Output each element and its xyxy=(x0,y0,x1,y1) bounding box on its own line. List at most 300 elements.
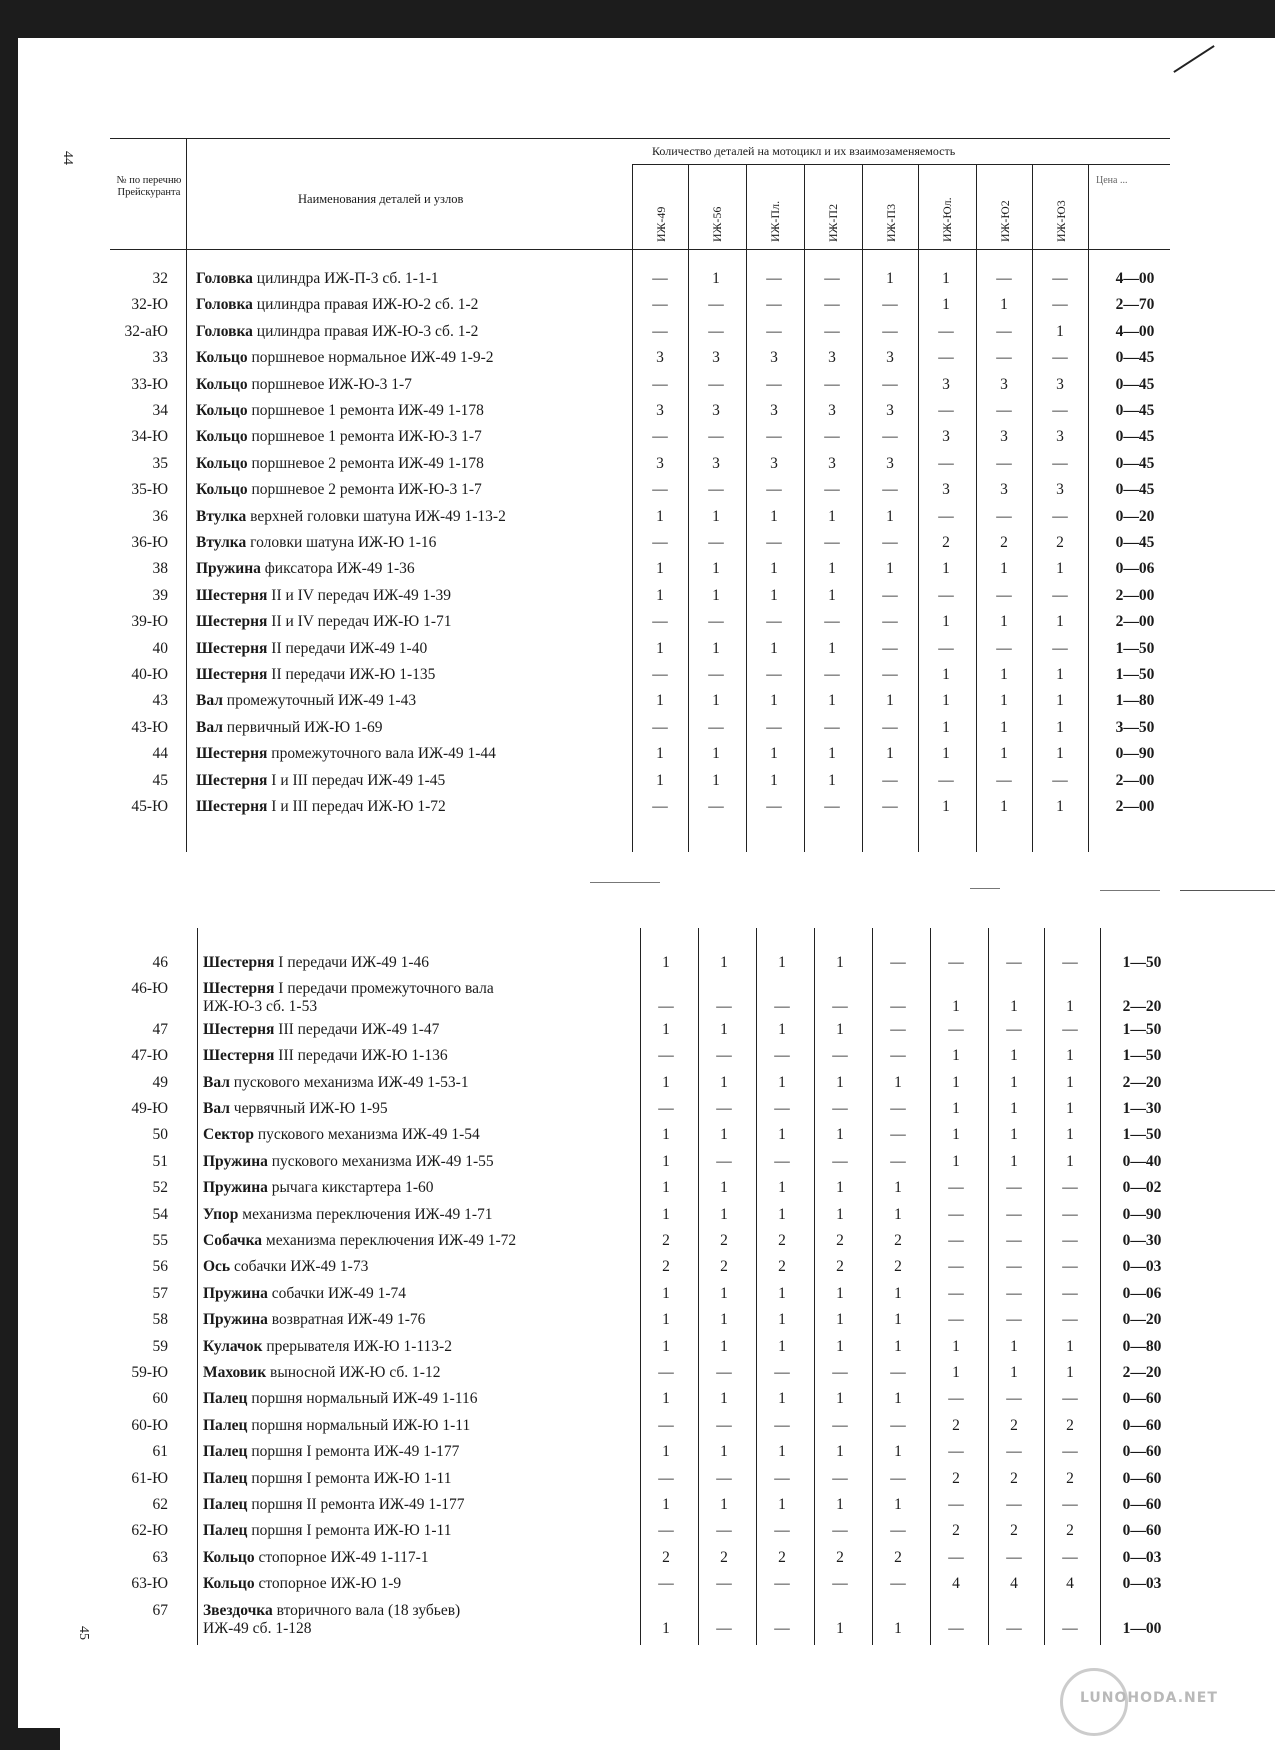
qty-cell-model-2: 1 xyxy=(720,1496,728,1513)
part-name-spec: вторичного вала (18 зубьев) xyxy=(276,1601,461,1619)
qty-cell-model-5: — xyxy=(882,771,898,789)
qty-cell-model-5: — xyxy=(882,798,898,815)
qty-cell-model-6: — xyxy=(948,1443,964,1461)
qty-cell-model-6: — xyxy=(948,1258,964,1276)
price-cell: 0—45 xyxy=(1115,349,1155,367)
qty-cell-model-1: 1 xyxy=(662,1152,670,1170)
row-number: 32-Ю xyxy=(131,296,168,314)
header-model-2: ИЖ-56 xyxy=(710,206,724,242)
qty-cell-model-1: 1 xyxy=(662,1179,670,1197)
part-name-keyword: Собачка xyxy=(203,1232,263,1249)
qty-cell-model-7: — xyxy=(1006,1284,1022,1302)
qty-cell-model-5: 1 xyxy=(894,1311,902,1329)
qty-cell-model-6: 1 xyxy=(942,296,950,314)
part-name-spec: поршня I ремонта ИЖ-Ю 1-11 xyxy=(251,1522,452,1540)
qty-cell-model-3: 1 xyxy=(770,639,778,657)
qty-cell-model-8: 1 xyxy=(1066,1364,1074,1381)
qty-cell-model-5: — xyxy=(890,1469,906,1487)
qty-cell-model-5: — xyxy=(890,1020,906,1038)
part-name-spec: II и IV передач ИЖ-Ю 1-71 xyxy=(271,613,452,631)
qty-cell-model-6: — xyxy=(948,1619,964,1637)
part-name-keyword: Втулка xyxy=(196,507,247,525)
qty-cell-model-6: — xyxy=(948,1179,964,1197)
qty-cell-model-4: — xyxy=(824,296,840,314)
qty-cell-model-4: — xyxy=(832,1100,848,1117)
qty-cell-model-2: — xyxy=(708,613,724,631)
qty-cell-model-2: 1 xyxy=(720,1284,728,1302)
part-name xyxy=(203,1179,434,1197)
qty-cell-model-5: — xyxy=(890,998,906,1016)
table-row xyxy=(0,323,1275,349)
header-col-divider xyxy=(688,164,689,250)
qty-cell-model-1: — xyxy=(658,1522,674,1540)
price-cell: 1—50 xyxy=(1122,954,1162,971)
table-row xyxy=(0,1100,1275,1126)
row-number: 52 xyxy=(152,1179,168,1197)
qty-cell-model-6: 1 xyxy=(952,998,960,1016)
qty-cell-model-8: 1 xyxy=(1066,1152,1074,1170)
part-name-keyword: Кольцо xyxy=(196,375,248,393)
qty-cell-model-5: — xyxy=(882,428,898,446)
qty-cell-model-5: 1 xyxy=(886,560,894,578)
qty-cell-model-7: — xyxy=(1006,1496,1022,1513)
qty-cell-model-3: 2 xyxy=(778,1232,786,1249)
row-number: 61-Ю xyxy=(131,1469,168,1487)
header-col-divider xyxy=(632,164,633,250)
part-name-keyword: Шестерня xyxy=(203,1020,275,1038)
qty-cell-model-6: — xyxy=(938,586,954,604)
qty-cell-model-1: — xyxy=(652,481,668,499)
part-name-spec: цилиндра правая ИЖ-Ю-2 сб. 1-2 xyxy=(256,296,479,314)
qty-cell-model-5: — xyxy=(890,1126,906,1144)
qty-cell-model-7: 1 xyxy=(1000,296,1008,314)
table-row xyxy=(0,772,1275,798)
qty-cell-model-3: 1 xyxy=(778,1311,786,1329)
qty-cell-model-1: — xyxy=(652,534,668,551)
part-name xyxy=(196,560,415,578)
table-row xyxy=(0,1443,1275,1469)
qty-cell-model-2: 1 xyxy=(720,1443,728,1461)
qty-cell-model-5: — xyxy=(890,954,906,971)
qty-cell-model-5: 1 xyxy=(894,1390,902,1408)
qty-cell-model-6: — xyxy=(948,1496,964,1513)
part-name xyxy=(203,1126,480,1144)
qty-cell-model-5: — xyxy=(882,613,898,631)
part-name-keyword: Сектор xyxy=(203,1126,254,1144)
qty-cell-model-5: — xyxy=(890,1047,906,1065)
header-model-1: ИЖ-49 xyxy=(654,206,668,242)
qty-cell-model-4: 1 xyxy=(828,639,836,657)
part-name xyxy=(203,1575,401,1593)
row-number: 45-Ю xyxy=(131,798,168,815)
qty-cell-model-4: 1 xyxy=(836,954,844,971)
qty-cell-model-8: — xyxy=(1062,1284,1078,1302)
qty-cell-model-2: — xyxy=(708,718,724,736)
header-model-3: ИЖ-Пл. xyxy=(768,200,782,242)
row-number: 35 xyxy=(152,454,168,472)
qty-cell-model-5: 1 xyxy=(894,1179,902,1197)
part-name-keyword: Кольцо xyxy=(196,481,248,499)
qty-cell-model-7: — xyxy=(1006,1205,1022,1223)
qty-cell-model-5: — xyxy=(882,718,898,736)
qty-cell-model-8: — xyxy=(1062,1179,1078,1197)
qty-cell-model-5: 1 xyxy=(894,1496,902,1513)
table-row xyxy=(0,1126,1275,1152)
price-cell: 2—00 xyxy=(1115,586,1155,604)
part-name-keyword: Кольцо xyxy=(203,1548,255,1566)
table-row xyxy=(0,1047,1275,1073)
qty-cell-model-8: 2 xyxy=(1066,1469,1074,1487)
qty-cell-model-6: — xyxy=(948,1284,964,1302)
qty-cell-model-7: — xyxy=(1006,1443,1022,1461)
qty-cell-model-8: 1 xyxy=(1066,1073,1074,1091)
part-name xyxy=(203,1153,494,1171)
qty-cell-model-6: 1 xyxy=(942,745,950,763)
part-name xyxy=(196,692,416,710)
qty-cell-model-7: 3 xyxy=(1000,375,1008,393)
header-col-price: Цена ... xyxy=(1096,175,1128,186)
qty-cell-model-3: 1 xyxy=(770,507,778,525)
qty-cell-model-1: 1 xyxy=(662,1126,670,1144)
qty-cell-model-6: 2 xyxy=(952,1416,960,1434)
table-row xyxy=(0,1338,1275,1364)
part-name-spec: головки шатуна ИЖ-Ю 1-16 xyxy=(250,534,437,551)
table-row xyxy=(0,1285,1275,1311)
qty-cell-model-1: — xyxy=(658,1469,674,1487)
qty-cell-model-4: 1 xyxy=(836,1179,844,1197)
qty-cell-model-1: 1 xyxy=(662,954,670,971)
table-row xyxy=(0,508,1275,534)
header-col-divider xyxy=(804,164,805,250)
qty-cell-model-2: 1 xyxy=(712,771,720,789)
part-name xyxy=(196,349,494,367)
table-row xyxy=(0,534,1275,560)
part-name-spec: поршневое 2 ремонта ИЖ-49 1-178 xyxy=(251,454,484,472)
qty-cell-model-3: — xyxy=(766,428,782,446)
qty-cell-model-8: — xyxy=(1052,586,1068,604)
price-cell: 0—45 xyxy=(1115,481,1155,499)
price-cell: 0—90 xyxy=(1115,745,1155,763)
price-cell: 0—60 xyxy=(1122,1443,1162,1461)
page-number-top: 44 xyxy=(60,151,75,165)
price-cell: 1—50 xyxy=(1115,639,1155,657)
row-number: 39-Ю xyxy=(131,613,168,631)
qty-cell-model-1: 1 xyxy=(662,1443,670,1461)
qty-cell-model-7: 1 xyxy=(1000,613,1008,631)
qty-cell-model-1: 1 xyxy=(656,560,664,578)
qty-cell-model-5: — xyxy=(890,1152,906,1170)
qty-cell-model-7: 3 xyxy=(1000,428,1008,446)
qty-cell-model-8: — xyxy=(1052,454,1068,472)
qty-cell-model-7: 2 xyxy=(1010,1469,1018,1487)
part-name-keyword: Шестерня xyxy=(196,639,268,657)
part-name-keyword: Шестерня xyxy=(196,745,268,763)
qty-cell-model-7: 1 xyxy=(1010,1047,1018,1065)
part-name-keyword: Палец xyxy=(203,1522,248,1540)
price-cell: 2—00 xyxy=(1115,771,1155,789)
qty-cell-model-6: 1 xyxy=(942,666,950,683)
qty-cell-model-1: — xyxy=(658,1364,674,1381)
qty-cell-model-3: 1 xyxy=(778,1443,786,1461)
qty-cell-model-6: 2 xyxy=(952,1522,960,1540)
qty-cell-model-8: 1 xyxy=(1056,745,1064,763)
part-name-keyword: Палец xyxy=(203,1416,248,1434)
qty-cell-model-6: 1 xyxy=(942,613,950,631)
qty-cell-model-4: 1 xyxy=(836,1073,844,1091)
qty-cell-model-4: — xyxy=(832,1522,848,1540)
qty-cell-model-2: — xyxy=(708,322,724,340)
part-name-keyword: Кольцо xyxy=(203,1575,255,1593)
part-name-spec: поршня нормальный ИЖ-Ю 1-11 xyxy=(251,1416,471,1434)
row-number: 33-Ю xyxy=(131,375,168,393)
qty-cell-model-5: — xyxy=(882,322,898,340)
qty-cell-model-1: — xyxy=(652,798,668,815)
qty-cell-model-1: 1 xyxy=(656,586,664,604)
price-cell: 1—50 xyxy=(1115,666,1155,683)
qty-cell-model-8: — xyxy=(1062,1020,1078,1038)
part-name xyxy=(196,613,451,631)
part-name xyxy=(203,1522,451,1540)
qty-cell-model-2: — xyxy=(708,666,724,683)
price-cell: 0—45 xyxy=(1115,428,1155,446)
qty-cell-model-6: — xyxy=(938,349,954,367)
qty-cell-model-4: 1 xyxy=(828,692,836,710)
part-name-spec: I и III передач ИЖ-Ю 1-72 xyxy=(271,798,446,815)
qty-cell-model-2: 2 xyxy=(720,1232,728,1249)
qty-cell-model-4: 3 xyxy=(828,349,836,367)
qty-cell-model-2: 1 xyxy=(712,639,720,657)
qty-cell-model-7: 1 xyxy=(1010,1364,1018,1381)
row-number: 47-Ю xyxy=(131,1047,168,1065)
part-name xyxy=(196,376,412,394)
part-name-spec-line2: ИЖ-49 сб. 1-128 xyxy=(203,1619,312,1637)
qty-cell-model-7: 1 xyxy=(1010,1126,1018,1144)
qty-cell-model-7: — xyxy=(1006,1020,1022,1038)
header-col-divider xyxy=(1032,164,1033,250)
part-name xyxy=(203,1258,368,1276)
table-row xyxy=(0,1575,1275,1601)
row-number: 62 xyxy=(152,1496,168,1513)
part-name xyxy=(196,508,506,526)
table-row xyxy=(0,1549,1275,1575)
qty-cell-model-4: — xyxy=(832,1416,848,1434)
qty-cell-model-6: 1 xyxy=(952,1337,960,1355)
row-number: 50 xyxy=(152,1126,168,1144)
price-cell: 1—00 xyxy=(1122,1619,1162,1637)
price-cell: 2—00 xyxy=(1115,613,1155,631)
qty-cell-model-8: 3 xyxy=(1056,428,1064,446)
price-cell: 0—80 xyxy=(1122,1337,1162,1355)
part-name xyxy=(196,402,484,420)
qty-cell-model-1: — xyxy=(652,666,668,683)
price-cell: 2—70 xyxy=(1115,296,1155,314)
part-name xyxy=(203,1100,388,1118)
qty-cell-model-6: 1 xyxy=(952,1047,960,1065)
qty-cell-model-1: 3 xyxy=(656,402,664,419)
qty-cell-model-1: 1 xyxy=(656,771,664,789)
qty-cell-model-7: 2 xyxy=(1010,1522,1018,1540)
qty-cell-model-3: 1 xyxy=(778,1205,786,1223)
part-name-keyword: Палец xyxy=(203,1390,248,1408)
qty-cell-model-3: — xyxy=(766,481,782,499)
qty-cell-model-5: 1 xyxy=(894,1619,902,1637)
qty-cell-model-1: — xyxy=(658,998,674,1016)
qty-cell-model-1: 2 xyxy=(662,1258,670,1276)
qty-cell-model-2: — xyxy=(716,998,732,1016)
part-name xyxy=(196,745,496,763)
price-cell: 0—60 xyxy=(1122,1469,1162,1487)
qty-cell-model-6: — xyxy=(948,1311,964,1329)
qty-cell-model-7: — xyxy=(996,639,1012,657)
qty-cell-model-8: 3 xyxy=(1056,375,1064,393)
qty-cell-model-4: 1 xyxy=(836,1619,844,1637)
part-name xyxy=(196,481,482,499)
qty-cell-model-3: 1 xyxy=(778,1179,786,1197)
part-name-spec: поршня I ремонта ИЖ-Ю 1-11 xyxy=(251,1469,452,1487)
part-name xyxy=(196,772,445,790)
part-name-keyword: Палец xyxy=(203,1443,248,1461)
price-cell: 0—60 xyxy=(1122,1496,1162,1513)
part-name-spec: промежуточного вала ИЖ-49 1-44 xyxy=(271,745,496,763)
qty-cell-model-4: — xyxy=(832,998,848,1016)
qty-cell-model-2: 1 xyxy=(720,1179,728,1197)
qty-cell-model-5: 3 xyxy=(886,454,894,472)
table-row xyxy=(0,1364,1275,1390)
row-number: 34 xyxy=(152,402,168,419)
qty-cell-model-1: 1 xyxy=(656,745,664,763)
qty-cell-model-3: 2 xyxy=(778,1548,786,1566)
part-name-spec: поршня II ремонта ИЖ-49 1-177 xyxy=(251,1496,465,1513)
part-name-keyword: Шестерня xyxy=(196,613,268,631)
table-row xyxy=(0,1153,1275,1179)
row-number: 40 xyxy=(152,639,168,657)
qty-cell-model-4: — xyxy=(824,534,840,551)
qty-cell-model-6: 2 xyxy=(952,1469,960,1487)
qty-cell-model-7: 1 xyxy=(1000,798,1008,815)
part-name-spec: механизма переключения ИЖ-49 1-71 xyxy=(242,1205,493,1223)
table-row xyxy=(0,402,1275,428)
part-name-keyword: Шестерня xyxy=(196,586,268,604)
table-row xyxy=(0,1390,1275,1416)
qty-cell-model-3: 1 xyxy=(778,1337,786,1355)
qty-cell-model-8: — xyxy=(1062,954,1078,971)
qty-cell-model-6: 2 xyxy=(942,534,950,551)
qty-cell-model-7: — xyxy=(996,507,1012,525)
qty-cell-model-6: 3 xyxy=(942,375,950,393)
qty-cell-model-2: — xyxy=(716,1522,732,1540)
part-name-keyword: Шестерня xyxy=(196,798,268,815)
qty-cell-model-8: — xyxy=(1052,639,1068,657)
qty-cell-model-7: — xyxy=(996,454,1012,472)
qty-cell-model-6: 1 xyxy=(952,1100,960,1117)
qty-cell-model-2: 1 xyxy=(720,1126,728,1144)
qty-cell-model-1: — xyxy=(652,322,668,340)
row-number: 55 xyxy=(152,1232,168,1249)
row-number: 39 xyxy=(152,586,168,604)
table-row xyxy=(0,349,1275,375)
qty-cell-model-4: 1 xyxy=(828,745,836,763)
qty-cell-model-3: — xyxy=(766,322,782,340)
part-name-spec: червячный ИЖ-Ю 1-95 xyxy=(233,1100,388,1117)
qty-cell-model-7: — xyxy=(1006,1232,1022,1249)
header-col-divider xyxy=(1088,164,1089,250)
qty-cell-model-7: — xyxy=(1006,954,1022,971)
qty-cell-model-4: — xyxy=(832,1575,848,1593)
part-name-spec: поршневое ИЖ-Ю-3 1-7 xyxy=(251,375,412,393)
qty-cell-model-8: — xyxy=(1062,1619,1078,1637)
scan-border-bottom xyxy=(0,1728,60,1750)
qty-cell-model-7: 1 xyxy=(1000,666,1008,683)
row-number: 35-Ю xyxy=(131,481,168,499)
part-name xyxy=(203,1311,425,1329)
qty-cell-model-7: 1 xyxy=(1010,1337,1018,1355)
qty-cell-model-8: 1 xyxy=(1056,560,1064,578)
qty-cell-model-6: 1 xyxy=(942,798,950,815)
row-number: 56 xyxy=(152,1258,168,1276)
part-name-spec: I передачи промежуточного вала xyxy=(278,980,494,998)
qty-cell-model-5: 1 xyxy=(886,270,894,287)
table-row xyxy=(0,1522,1275,1548)
price-cell: 1—50 xyxy=(1122,1047,1162,1065)
qty-cell-model-4: 1 xyxy=(836,1126,844,1144)
qty-cell-model-3: — xyxy=(774,1047,790,1065)
qty-cell-model-4: 1 xyxy=(828,507,836,525)
price-cell: 0—40 xyxy=(1122,1152,1162,1170)
table-row xyxy=(0,270,1275,296)
qty-cell-model-2: 1 xyxy=(720,1337,728,1355)
table-row xyxy=(0,1021,1275,1047)
qty-cell-model-3: 1 xyxy=(778,1284,786,1302)
qty-cell-model-6: 1 xyxy=(942,718,950,736)
row-number: 44 xyxy=(152,745,168,763)
part-name xyxy=(203,1602,460,1638)
qty-cell-model-1: — xyxy=(652,613,668,631)
qty-cell-model-4: — xyxy=(824,481,840,499)
part-name xyxy=(196,455,484,473)
qty-cell-model-5: — xyxy=(882,534,898,551)
table-row xyxy=(0,376,1275,402)
qty-cell-model-6: 3 xyxy=(942,481,950,499)
qty-cell-model-5: — xyxy=(882,586,898,604)
part-name-spec: прерывателя ИЖ-Ю 1-113-2 xyxy=(266,1337,452,1355)
watermark-text: LUNOHODA.NET xyxy=(1080,1690,1218,1706)
part-name xyxy=(196,323,478,341)
qty-cell-model-4: 3 xyxy=(828,454,836,472)
part-name-keyword: Звездочка xyxy=(203,1601,273,1619)
part-name xyxy=(203,1443,459,1461)
price-cell: 2—00 xyxy=(1115,798,1155,815)
qty-cell-model-4: — xyxy=(832,1469,848,1487)
qty-cell-model-8: — xyxy=(1052,507,1068,525)
qty-cell-model-4: — xyxy=(832,1047,848,1065)
part-name-spec: пускового механизма ИЖ-49 1-53-1 xyxy=(233,1073,469,1091)
qty-cell-model-3: 1 xyxy=(778,1496,786,1513)
part-name-spec: I и III передач ИЖ-49 1-45 xyxy=(271,771,446,789)
qty-cell-model-2: 1 xyxy=(720,954,728,971)
qty-cell-model-2: — xyxy=(708,534,724,551)
row-number: 36 xyxy=(152,507,168,525)
part-name xyxy=(196,534,436,552)
scan-break-mark xyxy=(970,888,1000,889)
qty-cell-model-2: — xyxy=(716,1575,732,1593)
table-row xyxy=(0,1258,1275,1284)
qty-cell-model-8: 2 xyxy=(1066,1416,1074,1434)
table-row xyxy=(0,745,1275,771)
qty-cell-model-1: 1 xyxy=(662,1619,670,1637)
header-col-name: Наименования деталей и узлов xyxy=(298,192,464,206)
price-cell: 0—30 xyxy=(1122,1232,1162,1249)
qty-cell-model-8: 1 xyxy=(1056,666,1064,683)
